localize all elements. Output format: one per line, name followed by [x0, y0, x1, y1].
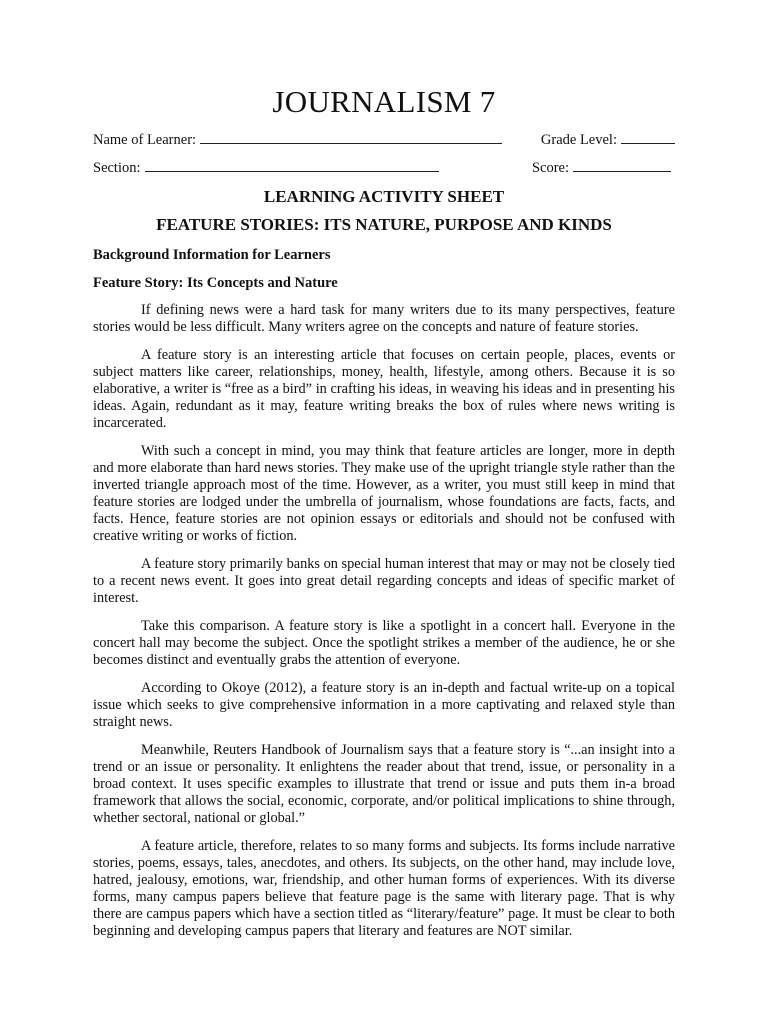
score-field [532, 158, 671, 177]
paragraph-6: According to Okoye (2012), a feature story is an in-depth and factual write-up on a topical issue which seeks to give comprehensive information in a more captivating and relaxed style than straight news. [93, 680, 675, 730]
section-label: Section: [93, 160, 141, 176]
paragraph-3: With such a concept in mind, you may think that feature articles are longer, more in depth and more elaborate than hard news stories. They make use of the upright triangle style rather than the inverted triangle approach most of the time. However, as a writer, you must still keep in mind that feature stories are lodged under the umbrella of journalism, whose foundations are facts, facts, and facts. Hence, feature stories are not opinion essays or editorials and should not be confused with creative writing or works of fiction. [93, 443, 675, 544]
paragraph-8: A feature article, therefore, relates to so many forms and subjects. Its forms include narrative stories, poems, essays, tales, anecdotes, and others. Its subjects, on the other hand, may include love, hatred, jealousy, emotions, war, friendship, and other human forms of experiences. With its diverse forms, many campus papers believe that feature page is the same with literary page. That is why there are campus papers which have a section titled as “literary/feature” page. It must be clear to both beginning and developing campus papers that literary and features are NOT similar. [93, 838, 675, 939]
paragraph-2: A feature story is an interesting article that focuses on certain people, places, events or subject matters like career, relationships, money, health, lifestyle, among others. Because it is so elaborative, a writer is “free as a bird” in crafting his ideas, in weaving his ideas and in presenting his ideas. Again, redundant as it may, feature writing breaks the box of rules where news writing is incarcerated. [93, 347, 675, 431]
paragraph-5: Take this comparison. A feature story is like a spotlight in a concert hall. Everyone in the concert hall may become the subject. Once the spotlight strikes a member of the audience, he or she becomes distinct and eventually grabs the attention of everyone. [93, 618, 675, 668]
name-label: Name of Learner: [93, 132, 197, 148]
concepts-heading: Feature Story: Its Concepts and Nature [93, 275, 338, 291]
name-blank[interactable] [200, 130, 502, 144]
document-page [93, 82, 675, 951]
paragraph-4: A feature story primarily banks on special human interest that may or may not be closely tied to a recent news event. It goes into great detail regarding concepts and ideas of specific market of interest. [93, 556, 675, 606]
grade-field [541, 130, 675, 149]
section-field [93, 158, 439, 177]
topic-title: FEATURE STORIES: ITS NATURE, PURPOSE AND KINDS [156, 215, 612, 234]
section-blank[interactable] [145, 158, 439, 172]
activity-sheet-title: LEARNING ACTIVITY SHEET [263, 187, 505, 206]
score-blank[interactable] [573, 158, 671, 172]
grade-label: Grade Level: [540, 132, 617, 148]
field-row-section-score [93, 158, 675, 177]
document-title: JOURNALISM 7 [272, 84, 496, 119]
field-row-name-grade [93, 130, 675, 149]
background-heading: Background Information for Learners [93, 247, 331, 263]
score-label: Score: [531, 160, 569, 176]
paragraph-1: If defining news were a hard task for many writers due to its many perspectives, feature stories would be less difficult. Many writers agree on the concepts and nature of feature stories. [93, 302, 675, 335]
grade-blank[interactable] [621, 130, 675, 144]
name-field [93, 130, 502, 149]
paragraph-7: Meanwhile, Reuters Handbook of Journalism says that a feature story is “...an insight into a trend or an issue or personality. It enlightens the reader about that trend, issue, or personality in a broad context. It uses specific examples to illustrate that trend or issue and puts them in-a broad framework that allows the social, economic, corporate, and/or political implications to shine through, whether sectoral, national or global.” [93, 742, 675, 826]
